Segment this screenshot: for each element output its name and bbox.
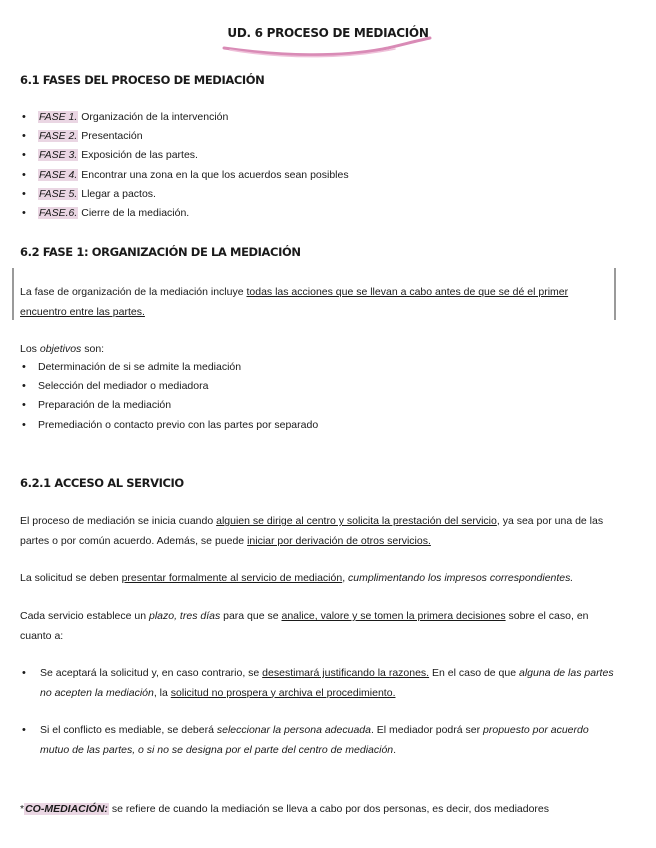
list-item: • Determinación de si se admite la mediación xyxy=(22,358,318,377)
list-item: • Si el conflicto es mediable, se deberá seleccionar la persona adecuada. El mediador podrá ser propuesto por acuerdo mutuo de las partes, o si no se designa por el parte del centro de mediación. xyxy=(22,721,620,760)
decision-list xyxy=(22,664,620,760)
list-item: • FASE 2. Presentación xyxy=(22,127,349,146)
list-item: • Preparación de la mediación xyxy=(22,396,318,415)
list-item: • FASE 4. Encontrar una zona en la que los acuerdos sean posibles xyxy=(22,166,349,185)
list-item: • Selección del mediador o mediadora xyxy=(22,377,318,396)
section-heading-6-1: 6.1 FASES DEL PROCESO DE MEDIACIÓN xyxy=(20,73,264,87)
objectives-intro: Los objetivos son: xyxy=(20,343,105,355)
paragraph-inicio: El proceso de mediación se inicia cuando alguien se dirige al centro y solicita la prestación del servicio, ya sea por una de las partes o por común acuerdo. Además, se puede iniciar por derivación de otros servicios. xyxy=(20,515,604,547)
list-item: • Se aceptará la solicitud y, en caso contrario, se desestimará justificando la razones. En el caso de que alguna de las partes no acepten la mediación, la solicitud no prospera y archiva el procedimiento. xyxy=(22,664,620,703)
list-item: • Premediación o contacto previo con las partes por separado xyxy=(22,416,318,435)
objectives-list xyxy=(22,358,318,435)
title-underline-swoosh xyxy=(220,34,435,62)
paragraph-solicitud: La solicitud se deben presentar formalmente al servicio de mediación, cumplimentando los impresos correspondientes. xyxy=(20,572,574,584)
list-item: • FASE 3. Exposición de las partes. xyxy=(22,146,349,165)
page-title: UD. 6 PROCESO DE MEDIACIÓN xyxy=(227,26,429,40)
section-heading-6-2-1: 6.2.1 ACCESO AL SERVICIO xyxy=(20,476,184,490)
phases-list xyxy=(22,108,349,223)
list-item: • FASE 5. Llegar a pactos. xyxy=(22,185,349,204)
comediation-note: *CO-MEDIACIÓN: se refiere de cuando la mediación se lleva a cabo por dos personas, es decir, dos mediadores xyxy=(20,803,550,815)
list-item: • FASE.6. Cierre de la mediación. xyxy=(22,204,349,223)
list-item: • FASE 1. Organización de la intervención xyxy=(22,108,349,127)
definition-paragraph: La fase de organización de la mediación incluye todas las acciones que se llevan a cabo antes de que se dé el primer encuentro entre las partes. xyxy=(20,286,569,318)
paragraph-plazo: Cada servicio establece un plazo, tres días para que se analice, valore y se tomen la primera decisiones sobre el caso, en cuanto a: xyxy=(20,610,589,642)
section-heading-6-2: 6.2 FASE 1: ORGANIZACIÓN DE LA MEDIACIÓN xyxy=(20,245,301,259)
